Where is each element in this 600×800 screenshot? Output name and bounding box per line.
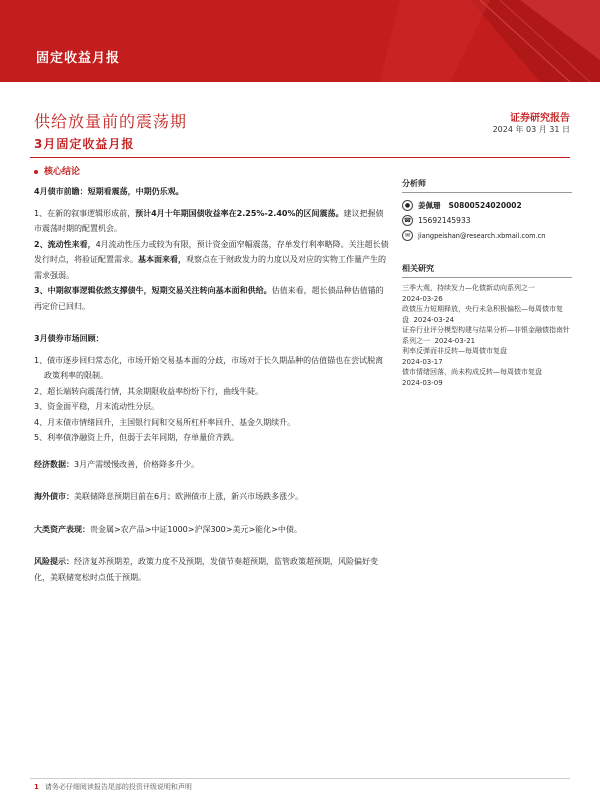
- mail-icon: ✉: [402, 230, 413, 241]
- report-date: 2024 年 03 月 31 日: [492, 125, 570, 134]
- analyst-cert: S0800524020002: [448, 201, 522, 210]
- divider: [30, 157, 570, 158]
- report-type: 证券研究报告: [510, 113, 570, 124]
- main-content: [34, 184, 389, 585]
- related-item[interactable]: 三季大观，持续发力—化债新动向系列之一 2024-03-26: [402, 284, 535, 303]
- list-item: 4、月末债市情绪回升，主国银行间和交易所杠杆率回升、基金久期续升。: [34, 417, 296, 427]
- footer: [34, 782, 192, 792]
- analyst-label: 分析师: [402, 179, 426, 188]
- related-item[interactable]: 利率反弹而非反转—每周债市复盘 2024-03-17: [402, 347, 507, 366]
- phone-icon: ☎: [403, 217, 412, 224]
- list-item: 3、资金面平稳，月末流动性分层。: [34, 402, 160, 411]
- analyst-phone: 15692145933: [418, 216, 471, 225]
- risk-warning: 风险提示：经济复苏预期差，政策力度不及预期，发债节奏超预期，监管政策超预期，风险偏好变化，美联储宽松时点低于预期。: [34, 557, 378, 582]
- divider: [402, 192, 572, 193]
- header-banner: [0, 0, 600, 82]
- banner-title: 固定收益月报: [36, 51, 121, 66]
- core-conclusion-label: 核心结论: [34, 164, 80, 177]
- person-icon: ●: [402, 200, 413, 211]
- list-item: 5、利率债净融资上升，但弱于去年同期，存单量价齐跌。: [34, 433, 240, 442]
- list-item: 1、债市逐步回归常态化，市场开始交易基本面的分歧，市场对于长久期品种的估值锚也在尝试脱离政策利率的限制。: [34, 355, 384, 380]
- paragraph: 1、在新的叙事逻辑形成前，预计4月十年期国债收益率在2.25%-2.40%的区间震荡。建议把握债市震荡时期的配置机会。: [34, 208, 384, 233]
- analyst-email-row: [402, 228, 572, 243]
- report-subtitle: 3月固定收益月报: [34, 137, 135, 151]
- related-item[interactable]: 政债压力短期释放，央行未急积极偏松—每周债市复盘 2024-03-24: [402, 305, 563, 324]
- report-title: 供给放量前的震荡期: [34, 112, 188, 131]
- banner-decoration: [340, 0, 600, 82]
- related-label: 相关研究: [402, 264, 434, 273]
- paragraph: 3、中期叙事逻辑依然支撑债牛，短期交易关注转向基本面和供给。估值来看，超长债品种估值锚的再定价已回归。: [34, 286, 384, 311]
- analyst-email[interactable]: jiangpeishan@research.xbmail.com.cn: [418, 231, 546, 240]
- related-item[interactable]: 债市情绪回落，尚未构成反转—每周债市复盘 2024-03-09: [402, 368, 542, 387]
- related-research: [402, 263, 572, 388]
- analyst-phone-row: [402, 213, 572, 228]
- analyst-name: 姜佩珊: [418, 201, 441, 210]
- asset-performance: 大类资产表现：贵金属>农产品>中证1000>沪深300>美元>能化>中债。: [34, 524, 302, 534]
- bullet-icon: [34, 170, 38, 174]
- list-item: 2、超长端转向震荡行情，其余期限收益率纷纷下行，曲线牛陡。: [34, 386, 264, 396]
- footer-disclaimer: 请务必仔细阅读报告尾部的投资评级说明和声明: [44, 783, 192, 791]
- divider: [402, 277, 572, 278]
- section-heading: 4月债市前瞻：短期看震荡，中期仍乐观。: [34, 187, 184, 196]
- section-heading: 3月债券市场回顾：: [34, 334, 104, 343]
- page-number: 1: [34, 783, 39, 791]
- footer-divider: [30, 778, 570, 779]
- overseas-bonds: 海外债市：美联储降息预期目前在6月；欧洲债市上涨，新兴市场跌多涨少。: [34, 492, 304, 501]
- paragraph: 2、流动性来看，4月流动性压力或较为有限，预计资金面窄幅震荡，存单发行利率略降。关注超长债发行时点，将验证配置需求。基本面来看，观察点在于财政发力的力度以及对应的实物工作量产生的需求强弱。: [34, 239, 389, 280]
- econ-data: 经济数据：3月产需缓慢改善，价格降多升少。: [34, 459, 200, 469]
- analyst-name-row: [402, 198, 572, 213]
- sidebar: [402, 178, 572, 388]
- related-item[interactable]: 证券行业评分模型构建与结果分析—非银金融债指南针系列之一 2024-03-21: [402, 326, 570, 345]
